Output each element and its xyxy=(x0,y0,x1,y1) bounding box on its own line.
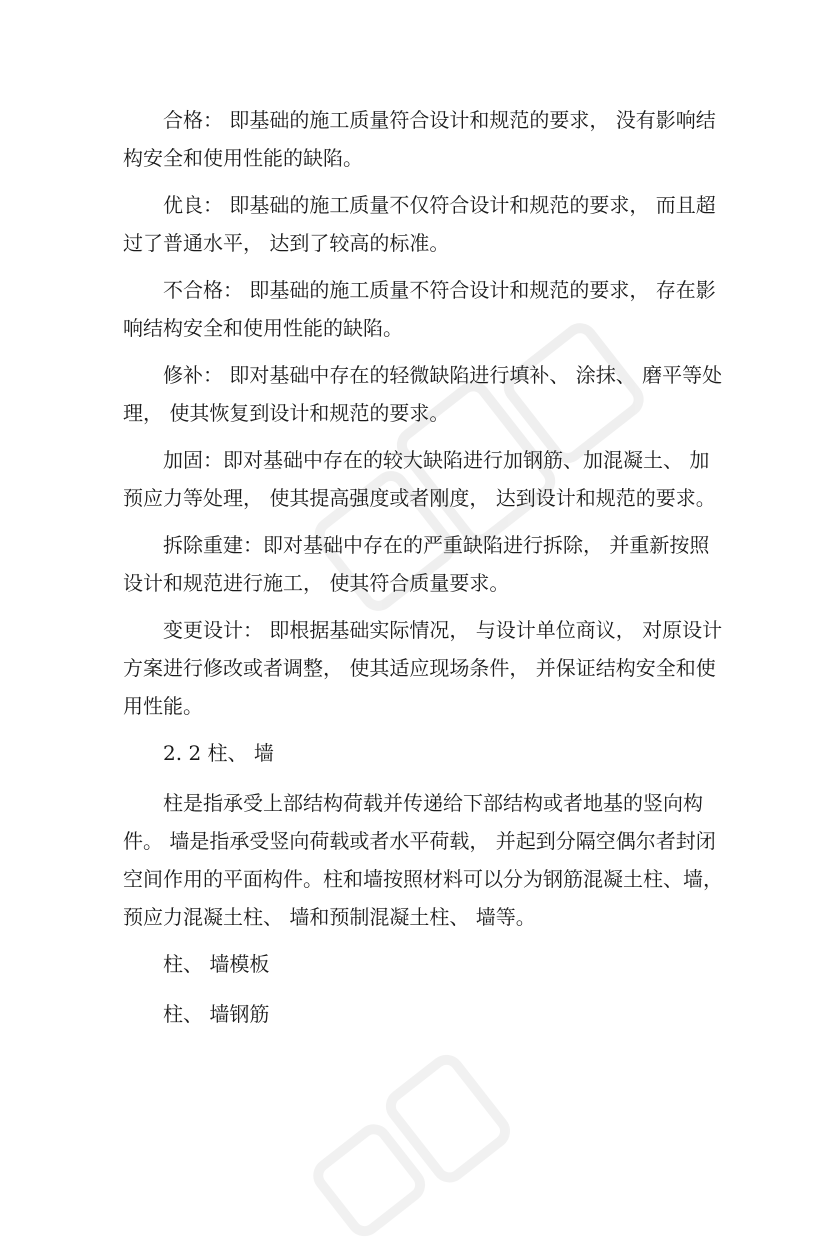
paragraph-reinforce: 加固：即对基础中存在的较大缺陷进行加钢筋、加混凝土、 加预应力等处理， 使其提高强度或者刚度， 达到设计和规范的要求。 xyxy=(123,448,716,510)
paragraph-excellent: 优良： 即基础的施工质量不仅符合设计和规范的要求， 而且超过了普通水平， 达到了较高的标准。 xyxy=(123,193,716,255)
section-heading: 2. 2 柱、 墙 xyxy=(163,741,274,765)
list-item-rebar: 柱、 墙钢筋 xyxy=(163,1002,270,1026)
list-item-formwork: 柱、 墙模板 xyxy=(163,952,270,976)
document-body xyxy=(123,101,723,1045)
paragraph-qualified: 合格： 即基础的施工质量符合设计和规范的要求， 没有影响结构安全和使用性能的缺陷。 xyxy=(123,108,716,170)
paragraph-design-change: 变更设计： 即根据基础实际情况， 与设计单位商议， 对原设计方案进行修改或者调整， 使其适应现场条件， 并保证结构安全和使用性能。 xyxy=(123,618,723,718)
paragraph-column-wall: 柱是指承受上部结构荷载并传递给下部结构或者地基的竖向构件。 墙是指承受竖向荷载或者水平荷载， 并起到分隔空偶尔者封闭空间作用的平面构件。柱和墙按照材料可以分为钢筋混凝土柱、墙，预应力混凝土柱、 墙和预制混凝土柱、 墙等。 xyxy=(123,791,723,929)
paragraph-rebuild: 拆除重建：即对基础中存在的严重缺陷进行拆除， 并重新按照设计和规范进行施工， 使其符合质量要求。 xyxy=(123,533,710,595)
paragraph-repair: 修补： 即对基础中存在的轻微缺陷进行填补、 涂抹、 磨平等处理， 使其恢复到设计和规范的要求。 xyxy=(123,363,723,425)
paragraph-unqualified: 不合格： 即基础的施工质量不符合设计和规范的要求， 存在影响结构安全和使用性能的缺陷。 xyxy=(123,278,716,340)
